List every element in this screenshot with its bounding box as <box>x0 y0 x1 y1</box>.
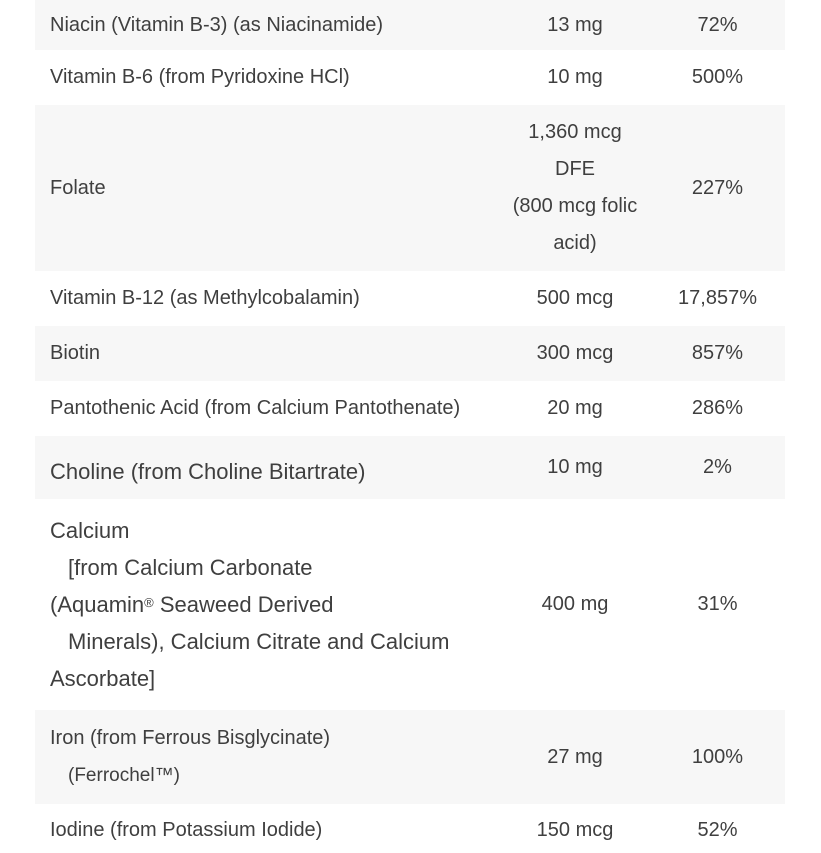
table-row <box>35 381 785 436</box>
nutrient-daily-value: 286% <box>691 397 744 419</box>
nutrient-daily-value: 227% <box>691 176 744 199</box>
table-row <box>35 436 785 499</box>
nutrient-daily-value: 100% <box>691 745 744 768</box>
nutrient-daily-value: 857% <box>691 342 744 364</box>
nutrient-daily-value: 31% <box>697 593 738 615</box>
table-row <box>35 0 785 50</box>
table-row <box>35 105 785 271</box>
nutrient-daily-value: 72% <box>697 13 738 36</box>
nutrient-daily-value: 500% <box>691 66 744 88</box>
name-line: [from Calcium Carbonate <box>68 555 313 580</box>
nutrient-name: Vitamin B-12 (as Methylcobalamin) <box>50 287 360 309</box>
nutrient-amount: 10 mg <box>547 66 603 88</box>
name-line <box>50 586 500 623</box>
table-row <box>35 804 785 853</box>
nutrient-amount: 500 mcg <box>536 287 614 309</box>
name-fragment: (Aquamin <box>50 592 145 617</box>
nutrient-name: Niacin (Vitamin B-3) (as Niacinamide) <box>50 13 384 36</box>
nutrient-name: Choline (from Choline Bitartrate) <box>50 459 366 484</box>
nutrient-amount: 300 mcg <box>536 342 614 364</box>
table-row <box>35 499 785 710</box>
amount-line: acid) <box>553 232 597 254</box>
name-line: Iron (from Ferrous Bisglycinate) <box>50 727 331 749</box>
nutrient-name: Biotin <box>50 342 101 364</box>
nutrient-amount: 150 mcg <box>536 819 614 841</box>
nutrient-amount <box>500 114 650 262</box>
table-row <box>35 50 785 105</box>
name-fragment: Seaweed Derived <box>153 592 334 617</box>
nutrient-name: Iodine (from Potassium Iodide) <box>50 819 323 841</box>
nutrient-name: Folate <box>50 176 106 199</box>
nutrient-name: Vitamin B-6 (from Pyridoxine HCl) <box>50 66 350 88</box>
amount-line: (800 mcg folic <box>512 195 638 217</box>
nutrient-daily-value: 17,857% <box>678 287 757 309</box>
table-row <box>35 710 785 804</box>
nutrient-name <box>35 720 500 794</box>
nutrient-daily-value: 52% <box>697 819 738 841</box>
name-line: Minerals), Calcium Citrate and Calcium <box>68 629 450 654</box>
nutrient-name: Pantothenic Acid (from Calcium Pantothenate) <box>50 397 461 419</box>
nutrient-amount: 10 mg <box>547 456 603 478</box>
table-row <box>35 326 785 381</box>
nutrient-name <box>35 512 500 697</box>
amount-line: 1,360 mcg <box>528 121 622 143</box>
name-line: Ascorbate] <box>50 666 156 691</box>
nutrient-daily-value: 2% <box>703 456 732 478</box>
nutrient-amount: 20 mg <box>547 397 603 419</box>
table-row <box>35 271 785 326</box>
name-line: Calcium <box>50 518 130 543</box>
nutrient-amount: 13 mg <box>547 13 603 36</box>
nutrient-amount: 27 mg <box>547 745 603 768</box>
registered-mark: ® <box>144 595 154 610</box>
nutrient-amount: 400 mg <box>541 593 609 615</box>
amount-line: DFE <box>555 158 595 180</box>
name-line: (Ferrochel™) <box>68 765 180 786</box>
